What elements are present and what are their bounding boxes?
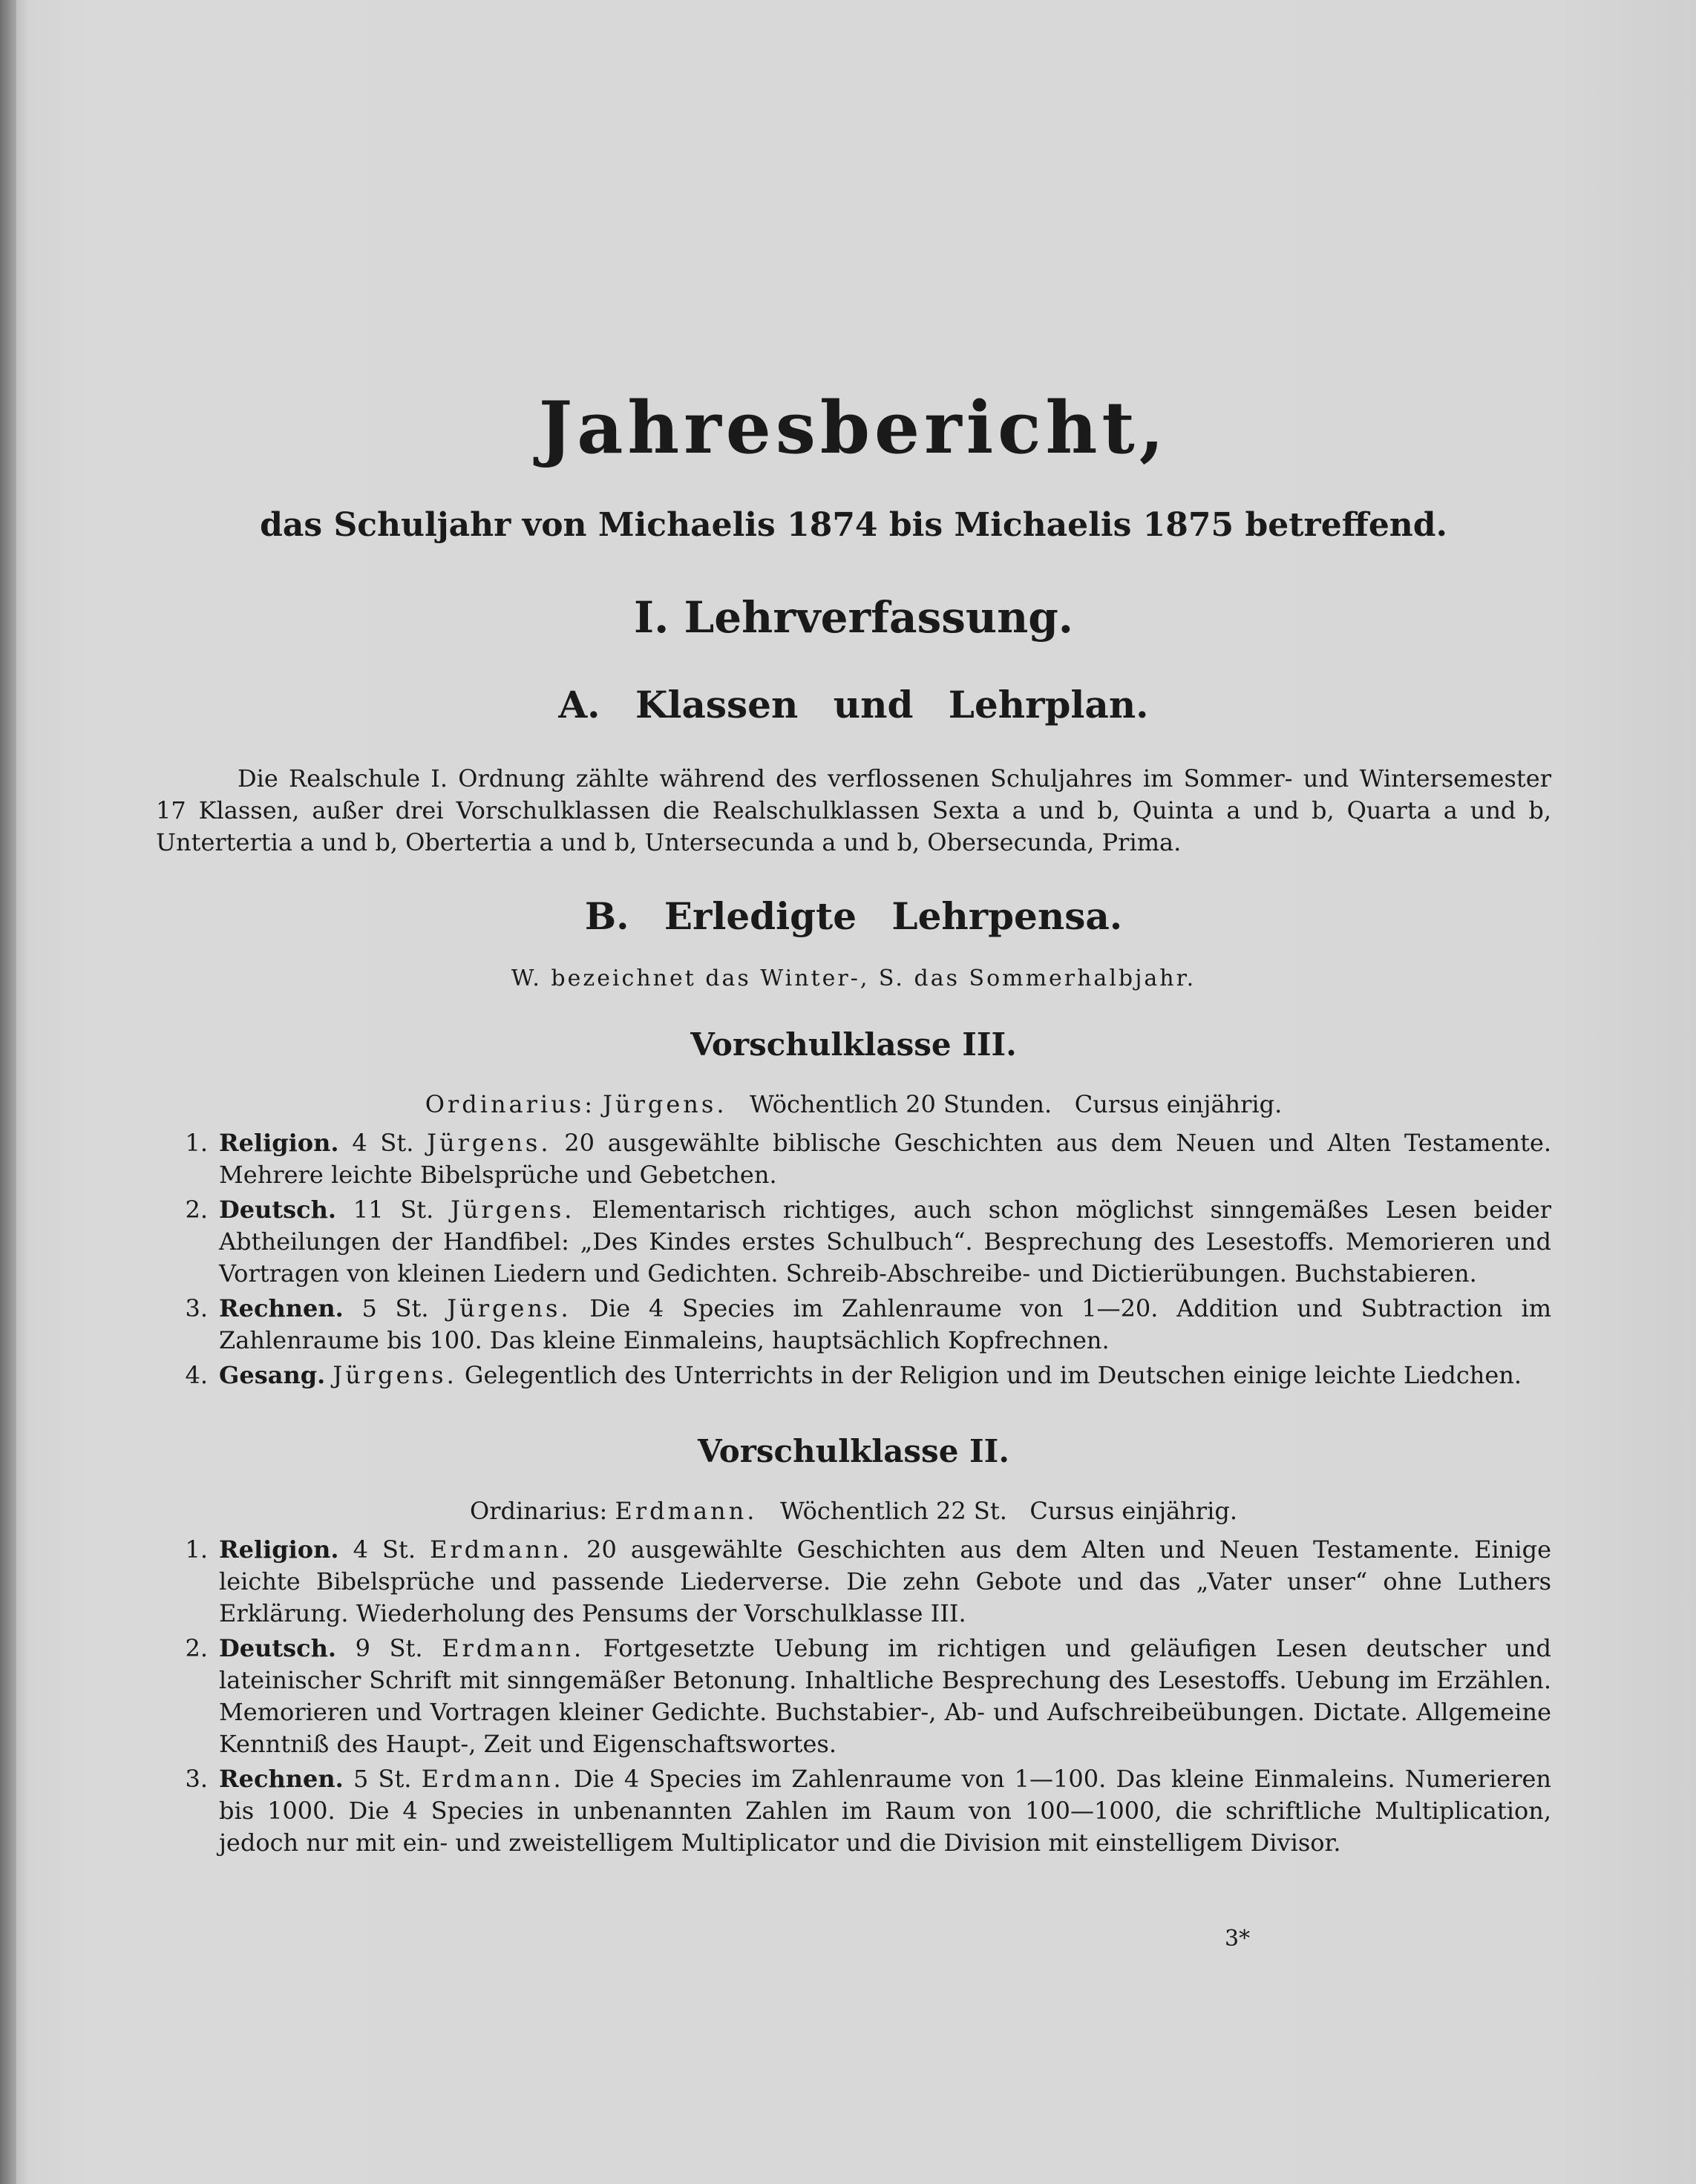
subject-label: Religion.	[219, 1535, 339, 1564]
subject-teacher: Erdmann.	[442, 1634, 585, 1662]
part-b-title: Erledigte Lehrpensa.	[664, 894, 1123, 938]
item-number: 2.	[185, 1196, 208, 1224]
part-a-title: Klassen und Lehrplan.	[635, 683, 1149, 727]
subject-hours: 5 St.	[353, 1765, 412, 1793]
lesson-item	[156, 1360, 1551, 1391]
class-heading-vorschulklasse-3: Vorschulklasse III.	[690, 1026, 1017, 1063]
subject-label: Rechnen.	[219, 1765, 344, 1793]
subject-hours: 4 St.	[352, 1129, 414, 1157]
subject-hours: 4 St.	[353, 1535, 416, 1564]
subject-text: Die 4 Species im Zahlenraume von 1—20. Addition und Subtraction im Zahlenraume bis 100. Das kleine Einmaleins, hauptsächlich Kopfrechnen.	[219, 1294, 1552, 1354]
class-meta-vorschulklasse-3	[156, 1090, 1551, 1124]
subject-teacher: Erdmann.	[421, 1765, 564, 1793]
course-duration: Cursus einjährig.	[1074, 1090, 1283, 1118]
page-number: 3*	[1225, 1926, 1251, 1952]
subject-label: Deutsch.	[219, 1634, 337, 1662]
class-meta-vorschulklasse-2	[156, 1497, 1551, 1531]
item-number: 1.	[185, 1129, 208, 1157]
subject-teacher: Jürgens.	[333, 1361, 457, 1389]
subject-teacher: Erdmann.	[430, 1535, 573, 1564]
subject-label: Rechnen.	[219, 1294, 344, 1322]
intro-paragraph: Die Realschule I. Ordnung zählte während des verflossenen Schuljahres im Sommer- und Wintersemester 17 Klassen, außer drei Vorschulklassen die Realschulklassen Sexta a und b, Quinta a und b, Quarta a und b, Untertertia a und b, Obertertia a und b, Untersecunda a und b, Obersecunda, Prima.	[156, 764, 1551, 856]
subject-text: Fortgesetzte Uebung im richtigen und geläufigen Lesen deutscher und lateinischer Schrift mit sinngemäßer Betonung. Inhaltliche Besprechung des Lesestoffs. Uebung im Erzählen. Memorieren und Vortragen kleiner Gedichte. Buchstabier-, Ab- und Aufschreibeübungen. Dictate. Allgemeine Kenntniß des Haupt-, Zeit und Eigenschaftswortes.	[219, 1634, 1552, 1758]
lesson-item	[156, 1763, 1551, 1859]
subject-text: Gelegentlich des Unterrichts in der Religion und im Deutschen einige leichte Liedchen.	[464, 1361, 1522, 1389]
class-heading-vorschulklasse-2: Vorschulklasse II.	[698, 1433, 1009, 1469]
part-a-heading	[156, 683, 1551, 730]
ordinarius-name: Erdmann.	[615, 1497, 758, 1525]
item-number: 3.	[185, 1765, 208, 1793]
weekly-hours: Wöchentlich 22 St.	[779, 1497, 1007, 1525]
part-b-letter: B.	[584, 894, 629, 938]
subject-label: Religion.	[219, 1129, 339, 1157]
subject-text: Elementarisch richtiges, auch schon möglichst sinngemäßes Lesen beider Abtheilungen der Handfibel: „Des Kindes erstes Schulbuch“. Besprechung des Lesestoffs. Memorieren und Vortragen von kleinen Liedern und Gedichten. Schreib-Abschreibe- und Dictierübungen. Buchstabieren.	[219, 1196, 1552, 1288]
weekly-hours: Wöchentlich 20 Stunden.	[750, 1090, 1052, 1118]
part-b-heading	[156, 894, 1551, 942]
subject-teacher: Jürgens.	[427, 1129, 551, 1157]
page-content	[156, 386, 1551, 1859]
item-number: 3.	[185, 1294, 208, 1322]
report-title: Jahresbericht,	[538, 386, 1169, 470]
subject-label: Deutsch.	[219, 1196, 337, 1224]
lesson-item	[156, 1194, 1551, 1290]
section-heading-lehrverfassung: I. Lehrverfassung.	[633, 592, 1073, 643]
item-number: 2.	[185, 1634, 208, 1662]
ordinarius-label: Ordinarius:	[425, 1090, 595, 1118]
subject-hours: 9 St.	[355, 1634, 423, 1662]
subject-hours: 11 St.	[353, 1196, 434, 1224]
subject-teacher: Jürgens.	[451, 1196, 575, 1224]
subject-text: 20 ausgewählte Geschichten aus dem Alten und Neuen Testamente. Einige leichte Bibelsprüche und passende Liederverse. Die zehn Gebote und das „Vater unser“ ohne Luthers Erklärung. Wiederholung des Pensums der Vorschulklasse III.	[219, 1535, 1552, 1627]
subject-text: 20 ausgewählte biblische Geschichten aus dem Neuen und Alten Testamente. Mehrere leichte Bibelsprüche und Gebetchen.	[219, 1129, 1552, 1189]
ordinarius-label: Ordinarius:	[470, 1497, 608, 1525]
subject-hours: 5 St.	[361, 1294, 429, 1322]
subject-text: Die 4 Species im Zahlenraume von 1—100. Das kleine Einmaleins. Numerieren bis 1000. Die 4 Species in unbenannten Zahlen im Raum von 100—1000, die schriftliche Multiplication, jedoch nur mit ein- und zweistelligem Multiplicator und die Division mit einstelligem Divisor.	[219, 1765, 1552, 1857]
semester-note: W. bezeichnet das Winter-, S. das Sommerhalbjahr.	[511, 965, 1196, 991]
lesson-item	[156, 1633, 1551, 1760]
report-subtitle: das Schuljahr von Michaelis 1874 bis Michaelis 1875 betreffend.	[260, 506, 1447, 544]
binding-gutter	[0, 0, 16, 2184]
lesson-item	[156, 1293, 1551, 1357]
part-a-letter: A.	[558, 683, 600, 727]
lesson-item	[156, 1127, 1551, 1191]
subject-label: Gesang.	[219, 1361, 326, 1389]
item-number: 1.	[185, 1535, 208, 1564]
course-duration: Cursus einjährig.	[1029, 1497, 1237, 1525]
item-number: 4.	[185, 1361, 208, 1389]
lesson-item	[156, 1534, 1551, 1630]
subject-teacher: Jürgens.	[447, 1294, 572, 1322]
ordinarius-name: Jürgens.	[603, 1090, 727, 1118]
